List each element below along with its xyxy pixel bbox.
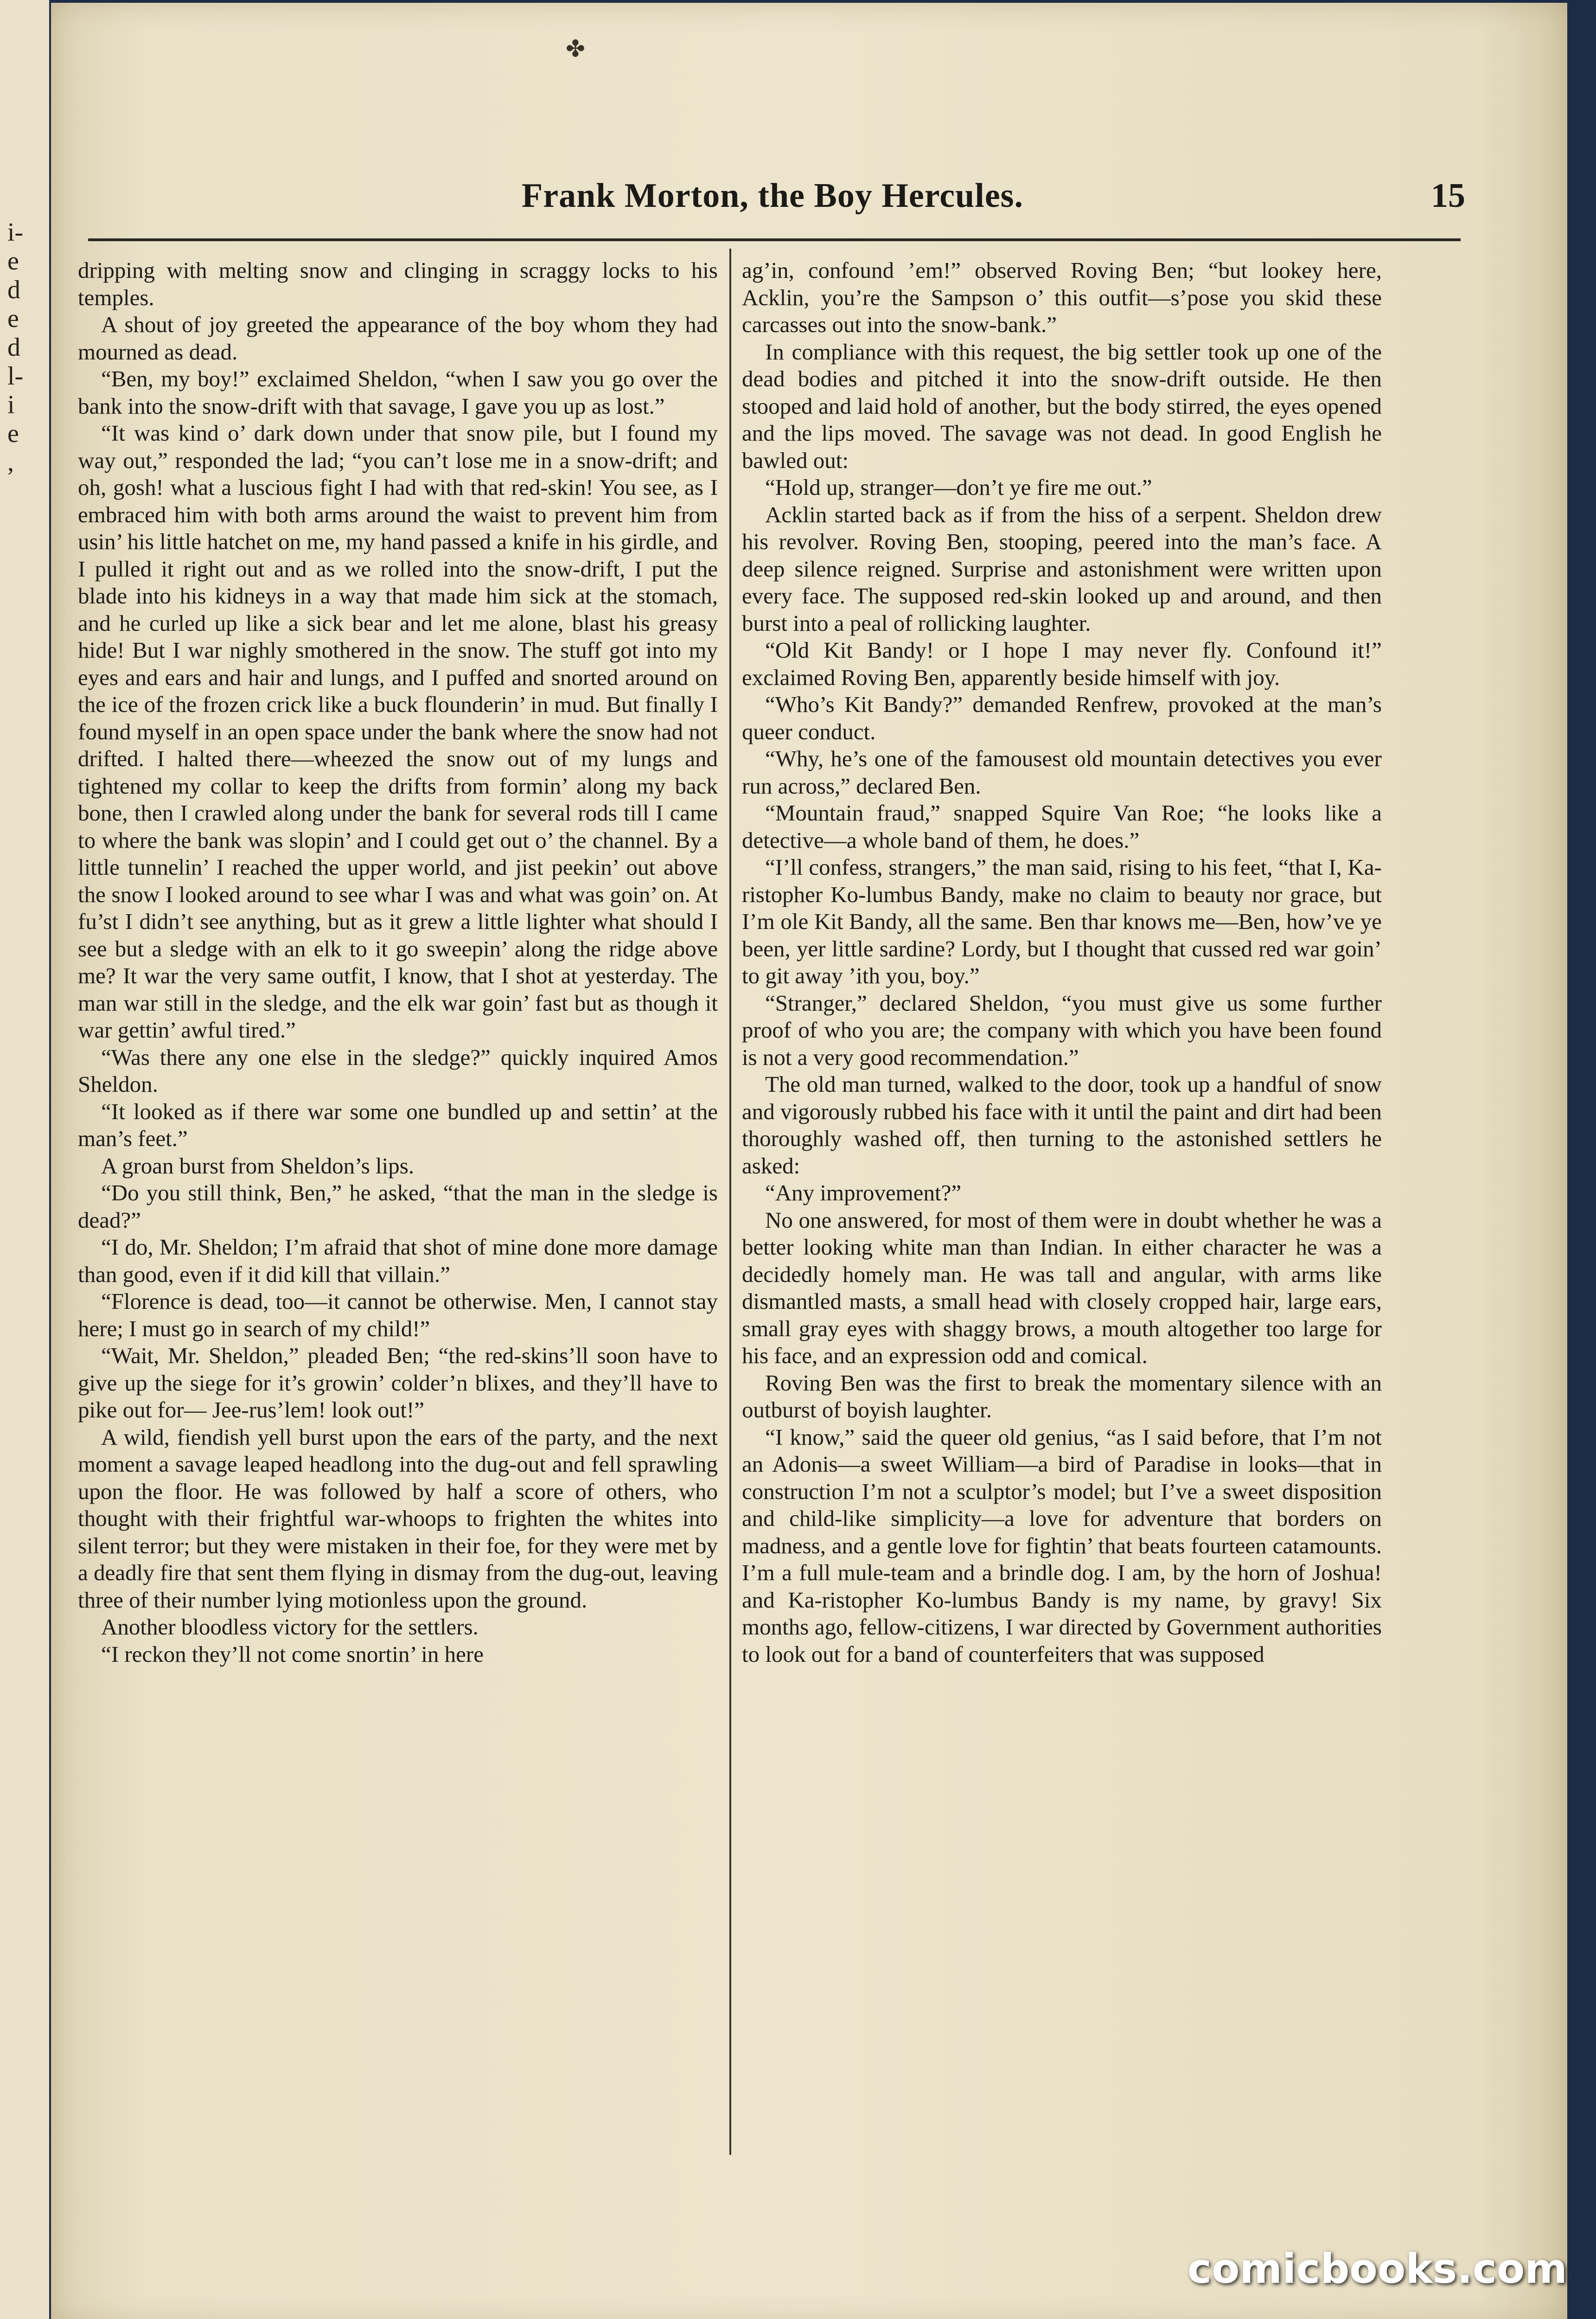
watermark: comicbooks.com — [1187, 2245, 1567, 2293]
column-divider — [729, 249, 731, 2155]
paragraph: A wild, fiendish yell burst upon the ears of the party, and the next moment a savage leaped headlong into the dug-out and fell sprawling upon the floor. He was followed by half a score of others, who thought with their frightful war-whoops to frighten the whites into silent terror; but they were mistaken in their foe, for they were met by a deadly fire that sent them flying in dismay from the dug-out, leaving three of their number lying motionless upon the ground. — [78, 1424, 718, 1613]
previous-page-margin-text — [7, 218, 35, 477]
paragraph: “Any improvement?” — [765, 1180, 962, 1205]
margin-letter: i- — [7, 218, 24, 247]
paragraph: In compliance with this request, the big settler took up one of the dead bodies and pitched it into the snow-drift outside. He then stooped and laid hold of another, but the body stirred, the eyes opened and the lips moved. The savage was not dead. In good English he bawled out: — [742, 339, 1382, 473]
paragraph: Another bloodless victory for the settlers. — [101, 1614, 479, 1640]
paragraph: “Wait, Mr. Sheldon,” pleaded Ben; “the red-skins’ll soon have to give up the siege for it’s growin’ colder’n blixes, and they’ll have to pike out for— Jee-rus’lem! look out!” — [78, 1343, 718, 1422]
paragraph: “I reckon they’ll not come snortin’ in here — [101, 1641, 484, 1667]
page-number: 15 — [1431, 177, 1465, 215]
paragraph: Roving Ben was the first to break the momentary silence with an outburst of boyish laughter. — [742, 1370, 1382, 1422]
paragraph: “Why, he’s one of the famousest old mountain detectives you ever run across,” declared Ben. — [742, 746, 1382, 799]
paragraph: The old man turned, walked to the door, took up a handful of snow and vigorously rubbed his face with it until the paint and dirt had been thoroughly washed off, then turning to the astonished settlers he asked: — [742, 1071, 1382, 1179]
paragraph: “Who’s Kit Bandy?” demanded Renfrew, provoked at the man’s queer conduct. — [742, 692, 1382, 744]
margin-letter: e — [7, 419, 19, 448]
paragraph: “It was kind o’ dark down under that snow pile, but I found my way out,” responded the lad; “you can’t lose me in a snow-drift; and oh, gosh! what a luscious fight I had with that red-skin! You see, as I embraced him with both arms around the waist to prevent him from usin’ his little hatchet on me, my hand passed a knife in his girdle, and I pulled it right out and as we rolled into the snow-drift, I put the blade into his kidneys in a way that made him sick at the stomach, and he curled up like a sick bear and let me alone, blast his greasy hide! But I war nighly smothered in the snow. The stuff got into my eyes and ears and hair and lungs, and I puffed and snorted around on the ice of the frozen crick like a buck flounderin’ in mud. But finally I found myself in an open space under the bank where the snow had not drifted. I halted there—wheezed the snow out of my lungs and tightened my collar to keep the drifts from formin’ along my back bone, then I crawled along under the bank for several rods till I came to where the bank was slopin’ and I could get out o’ the channel. By a little tunnelin’ I reached the upper world, and jist peekin’ out above the snow I looked around to see whar I was and what was goin’ on. At fu’st I didn’t see anything, but as it grew a little lighter what should I see but a sledge with an elk to it go sweepin’ along the ridge above me? It war the very same outfit, I know, that I shot at yesterday. The man war still in the sledge, and the elk war goin’ fast but as though it war gettin’ awful tired.” — [78, 420, 718, 1043]
paragraph: “I’ll confess, strangers,” the man said, rising to his feet, “that I, Ka-ristopher Ko-lumbus Bandy, make no claim to beauty nor grace, but I’m ole Kit Bandy, all the same. Ben thar knows me—Ben, how’ve ye been, yer little sardine? Lordy, but I thought that cussed red war goin’ to git away ’ith you, boy.” — [742, 854, 1382, 988]
header-rule — [88, 238, 1461, 241]
previous-page-edge — [0, 0, 49, 2319]
paragraph: A shout of joy greeted the appearance of the boy whom they had mourned as dead. — [78, 312, 718, 365]
paragraph: No one answered, for most of them were in doubt whether he was a better looking white man than Indian. In either character he was a decidedly homely man. He was tall and angular, with arms like dismantled masts, a small head with closely cropped hair, large ears, small gray eyes with shaggy brows, a mouth altogether too large for his face, and an expression odd and comical. — [742, 1207, 1382, 1368]
paragraph: “Old Kit Bandy! or I hope I may never fly. Confound it!” exclaimed Roving Ben, apparently beside himself with joy. — [742, 637, 1382, 690]
paragraph: Acklin started back as if from the hiss of a serpent. Sheldon drew his revolver. Roving Ben, stooping, peered into the man’s face. A deep silence reigned. Surprise and astonishment were written upon every face. The supposed red-skin looked up and around, and then burst into a peal of rollicking laughter. — [742, 501, 1382, 636]
paragraph: “Was there any one else in the sledge?” quickly inquired Amos Sheldon. — [78, 1044, 718, 1097]
margin-letter: l- — [7, 362, 24, 391]
margin-letter: d — [7, 275, 20, 304]
page-ornament-icon: ✤ — [566, 36, 585, 62]
paragraph: ag’in, confound ’em!” observed Roving Ben; “but lookey here, Acklin, you’re the Sampson o’ this outfit—s’pose you skid these carcasses out into the snow-bank.” — [742, 257, 1382, 337]
left-column — [78, 257, 718, 2172]
paragraph: “Florence is dead, too—it cannot be otherwise. Men, I cannot stay here; I must go in search of my child!” — [78, 1288, 718, 1341]
paragraph: “Do you still think, Ben,” he asked, “that the man in the sledge is dead?” — [78, 1180, 718, 1233]
margin-letter: e — [7, 247, 19, 275]
magazine-page — [51, 3, 1567, 2319]
paragraph: “Stranger,” declared Sheldon, “you must give us some further proof of who you are; the company with which you have been found is not a very good recommendation.” — [742, 990, 1382, 1070]
paragraph: dripping with melting snow and clinging in scraggy locks to his temples. — [78, 257, 718, 310]
paragraph: “Hold up, stranger—don’t ye fire me out.” — [765, 474, 1152, 500]
margin-letter: i — [7, 391, 15, 419]
margin-letter: , — [7, 448, 14, 477]
margin-letter: e — [7, 304, 19, 333]
margin-letter: d — [7, 333, 20, 362]
paragraph: “I do, Mr. Sheldon; I’m afraid that shot of mine done more damage than good, even if it did kill that villain.” — [78, 1234, 718, 1287]
right-column — [742, 257, 1382, 2172]
running-header-title: Frank Morton, the Boy Hercules. — [522, 177, 1023, 215]
paragraph: “Mountain fraud,” snapped Squire Van Roe; “he looks like a detective—a whole band of them, he does.” — [742, 800, 1382, 853]
paragraph: “I know,” said the queer old genius, “as I said before, that I’m not an Adonis—a sweet William—a bird of Paradise in looks—that in construction I’m not a sculptor’s model; but I’ve a sweet disposition and child-like simplicity—a love for adventure that borders on madness, and a gentle love for fightin’ that beats fourteen catamounts. I’m a full mule-team and a brindle dog. I am, by the horn of Joshua! and Ka-ristopher Ko-lumbus Bandy is my name, by gravy! Six months ago, fellow-citizens, I war directed by Government authorities to look out for a band of counterfeiters that was supposed — [742, 1424, 1382, 1667]
paragraph: “Ben, my boy!” exclaimed Sheldon, “when I saw you go over the bank into the snow-drift with that savage, I gave you up as lost.” — [78, 366, 718, 419]
paragraph: “It looked as if there war some one bundled up and settin’ at the man’s feet.” — [78, 1098, 718, 1151]
paragraph: A groan burst from Sheldon’s lips. — [101, 1153, 415, 1179]
